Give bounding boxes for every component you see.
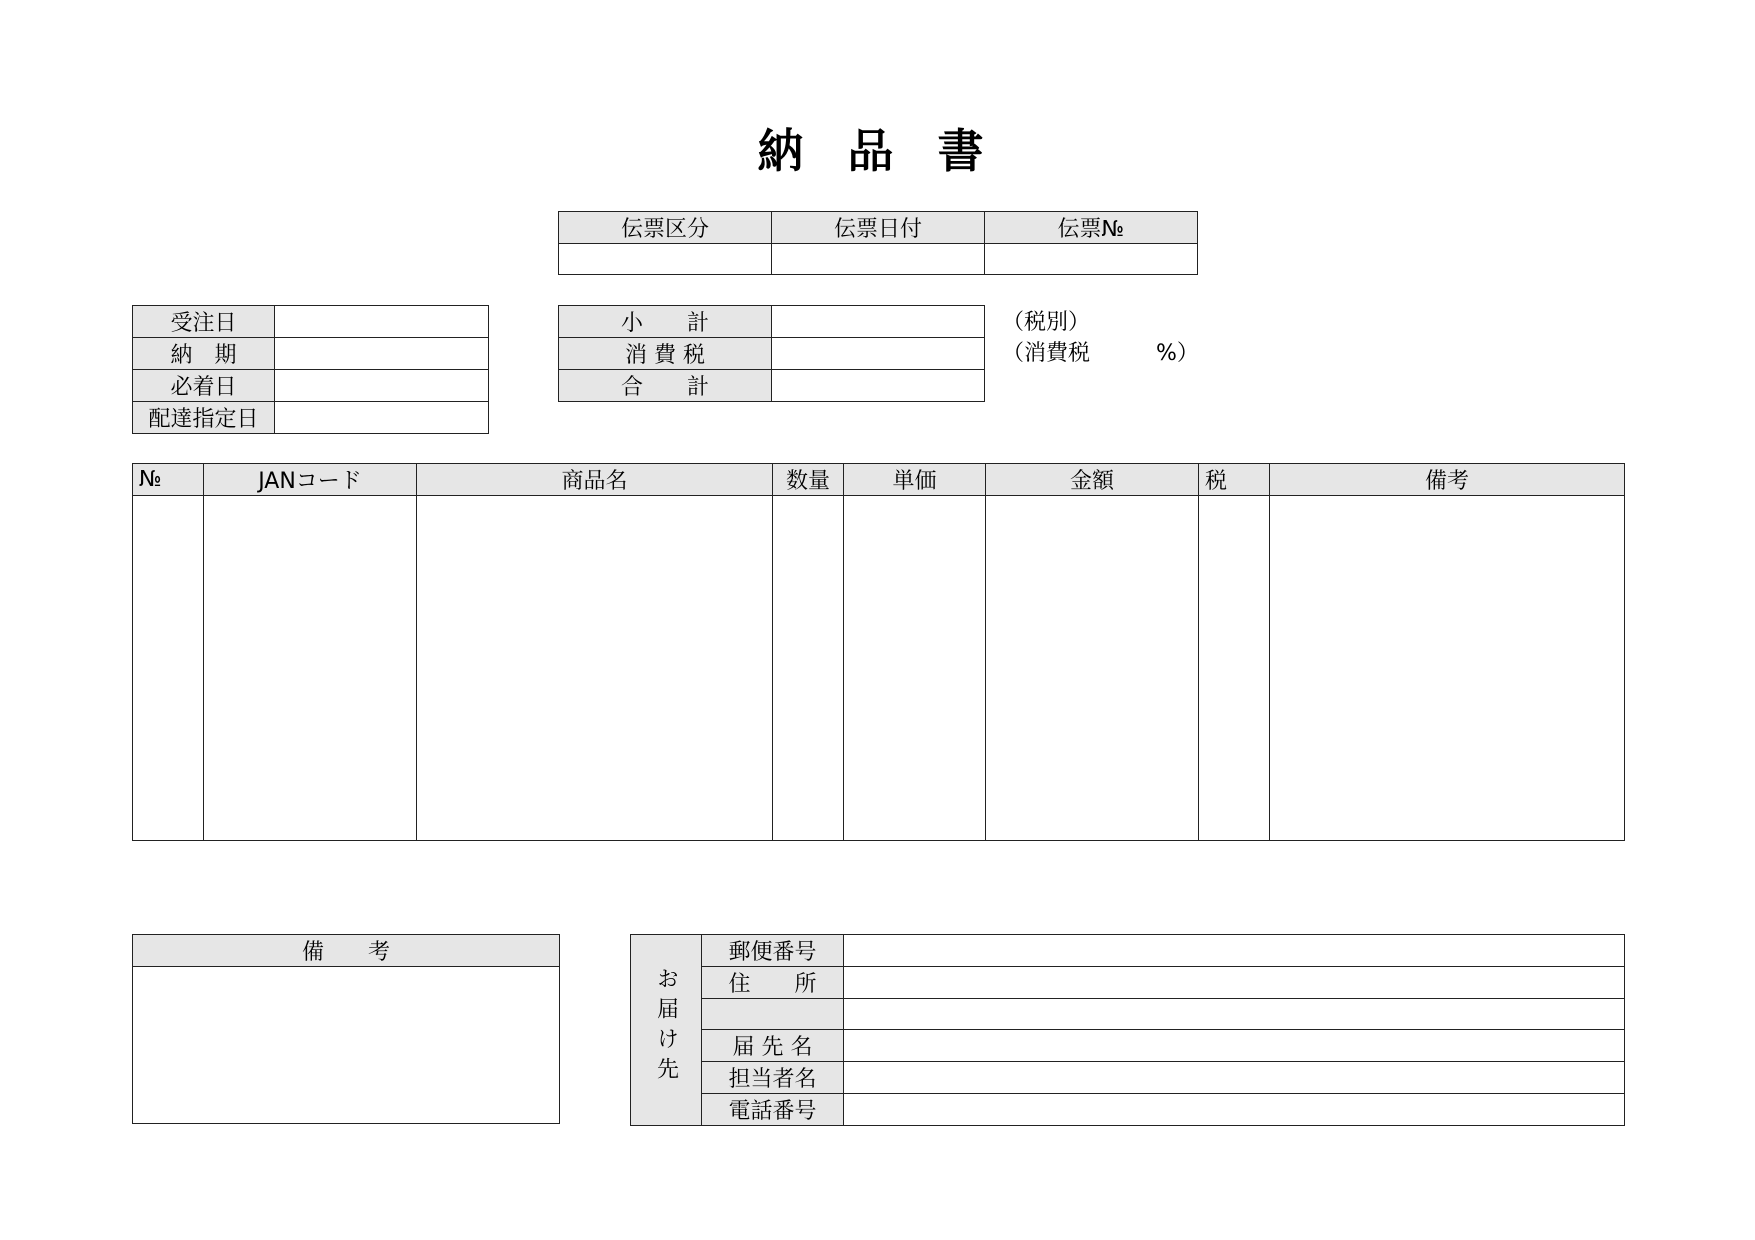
recipient-name-label: 届 先 名 (702, 1030, 844, 1062)
col-header-quantity: 数量 (773, 464, 844, 496)
tax-cell[interactable] (1199, 496, 1270, 841)
slip-number-field[interactable] (985, 244, 1198, 275)
remarks-cell[interactable] (1270, 496, 1625, 841)
col-header-tax: 税 (1199, 464, 1270, 496)
items-body-row (133, 496, 1625, 841)
total-label: 合 計 (559, 370, 772, 402)
tax-excluded-note: （税別） (1002, 310, 1091, 335)
remarks-table (132, 934, 560, 1124)
address-field[interactable] (844, 967, 1625, 999)
slip-date-header: 伝票日付 (772, 212, 985, 244)
phone-number-label: 電話番号 (702, 1094, 844, 1126)
jan-code-cell[interactable] (204, 496, 417, 841)
document-title: 納 品 書 (757, 124, 998, 178)
due-date-field[interactable] (275, 338, 489, 370)
number-cell[interactable] (133, 496, 204, 841)
quantity-cell[interactable] (773, 496, 844, 841)
tax-rate-note: （消費税 %） (1002, 341, 1199, 366)
slip-type-field[interactable] (559, 244, 772, 275)
unit-price-cell[interactable] (844, 496, 986, 841)
required-arrival-date-field[interactable] (275, 370, 489, 402)
remarks-field[interactable] (133, 967, 560, 1124)
consumption-tax-label: 消 費 税 (559, 338, 772, 370)
consumption-tax-field[interactable] (772, 338, 985, 370)
col-header-amount: 金額 (986, 464, 1199, 496)
order-date-label: 受注日 (133, 306, 275, 338)
col-header-jan-code: JANコード (204, 464, 417, 496)
dates-table (132, 305, 489, 434)
slip-date-field[interactable] (772, 244, 985, 275)
subtotal-field[interactable] (772, 306, 985, 338)
slip-info-table (558, 211, 1198, 275)
delivery-table (630, 934, 1625, 1126)
delivery-group-text: お届け先 (653, 967, 679, 1087)
totals-table (558, 305, 985, 402)
delivery-specified-date-field[interactable] (275, 402, 489, 434)
recipient-name-field[interactable] (844, 1030, 1625, 1062)
col-header-number: № (133, 464, 204, 496)
order-date-field[interactable] (275, 306, 489, 338)
slip-type-header: 伝票区分 (559, 212, 772, 244)
required-arrival-date-label: 必着日 (133, 370, 275, 402)
address-label: 住 所 (702, 967, 844, 999)
address-line2-label (702, 999, 844, 1030)
due-date-label: 納 期 (133, 338, 275, 370)
delivery-specified-date-label: 配達指定日 (133, 402, 275, 434)
slip-number-header: 伝票№ (985, 212, 1198, 244)
address-line2-field[interactable] (844, 999, 1625, 1030)
amount-cell[interactable] (986, 496, 1199, 841)
items-table (132, 463, 1625, 841)
phone-number-field[interactable] (844, 1094, 1625, 1126)
delivery-group-label (631, 935, 702, 1126)
postal-code-field[interactable] (844, 935, 1625, 967)
col-header-product-name: 商品名 (417, 464, 773, 496)
col-header-remarks: 備考 (1270, 464, 1625, 496)
total-field[interactable] (772, 370, 985, 402)
postal-code-label: 郵便番号 (702, 935, 844, 967)
col-header-unit-price: 単価 (844, 464, 986, 496)
contact-person-label: 担当者名 (702, 1062, 844, 1094)
remarks-header: 備 考 (133, 935, 560, 967)
product-name-cell[interactable] (417, 496, 773, 841)
contact-person-field[interactable] (844, 1062, 1625, 1094)
subtotal-label: 小 計 (559, 306, 772, 338)
